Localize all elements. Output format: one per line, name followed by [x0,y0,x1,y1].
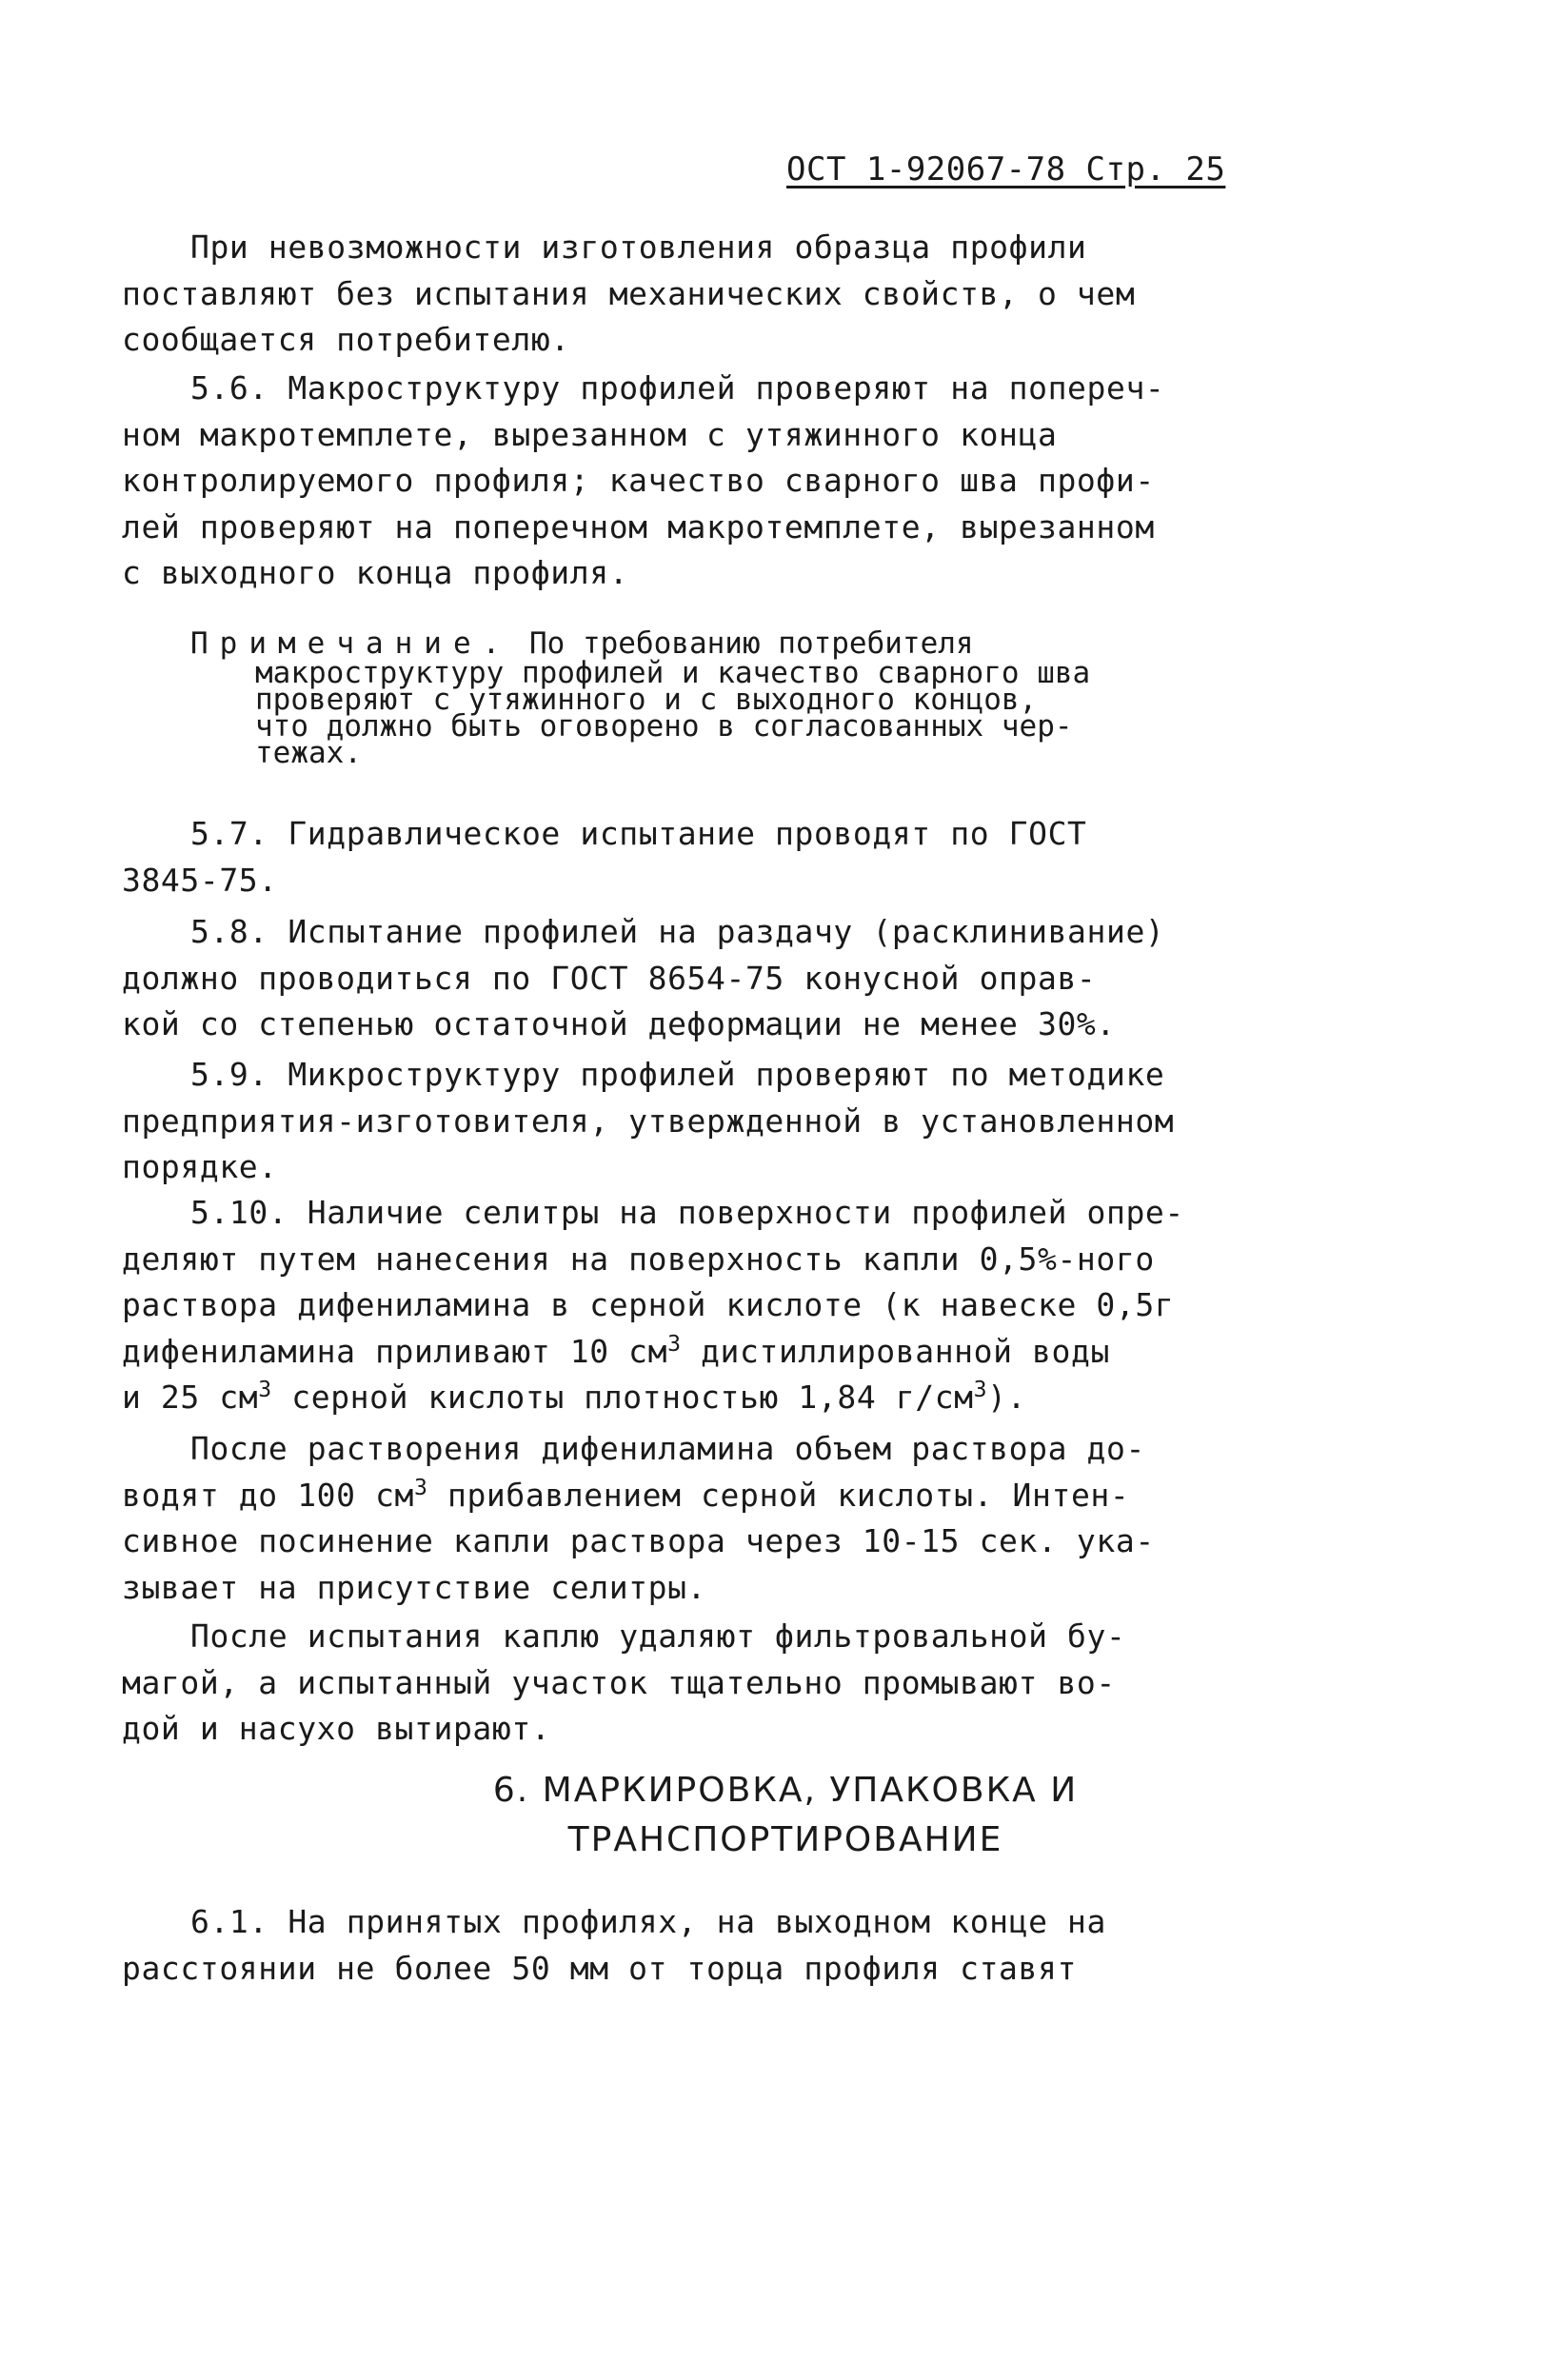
superscript: 3 [258,1378,272,1402]
note-body [255,656,1379,770]
paragraph-5-10 [122,1190,1360,1421]
text-line: сивное посинение капли раствора через 10-15 сек. ука- [122,1522,1155,1559]
superscript: 3 [414,1475,428,1500]
text-line [122,1329,1360,1376]
text-line [122,1473,1360,1519]
paragraph-after-test [122,1614,1360,1753]
text-line: ном макротемплете, вырезанном с утяжинного конца [122,415,1058,453]
section-heading-line-2: ТРАНСПОРТИРОВАНИЕ [567,1820,1003,1859]
paragraph-5-9 [122,1052,1360,1191]
text-fragment: дистиллированной воды [681,1332,1110,1370]
superscript: 3 [667,1331,682,1357]
text-line: предприятия-изготовителя, утвержденной в установленном [122,1101,1175,1140]
text-fragment: серной кислоты плотностью 1,84 г/см [271,1379,974,1416]
text-line [122,1375,1360,1421]
note-line: что должно быть оговорено в согласованных чер- [255,709,1073,744]
note-first-line [190,626,1371,661]
text-fragment: дифениламина приливают 10 см [122,1332,668,1370]
text-line: 5.6. Макроструктуру профилей проверяют на попереч- [190,369,1165,407]
text-line: поставляют без испытания механических свойств, о чем [122,274,1136,312]
text-line: 6.1. На принятых профилях, на выходном конце на [190,1903,1106,1940]
page-header: ОСТ 1-92067-78 Стр. 25 [786,150,1226,188]
text-line: При невозможности изготовления образца профили [190,228,1087,266]
text-fragment: ). [987,1379,1027,1416]
text-line: зывает на присутствие селитры. [122,1568,707,1606]
text-line: раствора дифениламина в серной кислоте (к навеске 0,5г [122,1286,1175,1323]
section-heading [286,1766,1285,1865]
paragraph-5-6 [122,366,1360,597]
text-line: должно проводиться по ГОСТ 8654-75 конусной оправ- [122,959,1097,997]
note-line: макроструктуру профилей и качество сварного шва [255,656,1091,690]
section-heading-line-1: 6. МАРКИРОВКА, УПАКОВКА И [492,1771,1079,1810]
text-line: 5.8. Испытание профилей на раздачу (расклинивание) [190,913,1165,950]
text-line: порядке. [122,1148,278,1185]
text-line: магой, а испытанный участок тщательно промывают во- [122,1663,1116,1701]
text-line: После испытания каплю удаляют фильтровальной бу- [190,1617,1126,1655]
paragraph-5-8 [122,909,1360,1048]
paragraph-5-7 [122,811,1360,903]
text-line: дой и насухо вытирают. [122,1710,551,1747]
text-line: кой со степенью остаточной деформации не менее 30%. [122,1005,1116,1042]
note-block [190,626,1371,661]
paragraph-dissolution [122,1426,1360,1611]
note-line: проверяют с утяжинного и с выходного концов, [255,683,1038,717]
text-fragment: водят до 100 см [122,1476,415,1514]
note-line: тежах. [255,736,362,770]
text-line: После растворения дифениламина объем раствора до- [190,1430,1145,1467]
text-line: 5.10. Наличие селитры на поверхности профилей опре- [190,1194,1184,1231]
note-label: Примечание. [190,626,512,661]
text-line: 5.9. Микроструктуру профилей проверяют по методике [190,1056,1165,1093]
text-line: расстоянии не более 50 мм от торца профиля ставят [122,1949,1077,1987]
text-line: 5.7. Гидравлическое испытание проводят по ГОСТ [190,815,1087,852]
text-line: контролируемого профиля; качество сварного шва профи- [122,462,1155,499]
text-line: 3845-75. [122,861,278,899]
text-fragment: прибавлением серной кислоты. Интен- [427,1476,1130,1514]
paragraph-6-1 [122,1899,1360,1992]
text-line: сообщается потребителю. [122,321,570,358]
note-first-text: По требованию потребителя [528,626,974,661]
paragraph-continuation [122,225,1360,364]
text-line: деляют путем нанесения на поверхность капли 0,5%-ного [122,1240,1155,1278]
text-fragment: и 25 см [122,1379,259,1416]
text-line: лей проверяют на поперечном макротемплете, вырезанном [122,507,1155,546]
text-line: с выходного конца профиля. [122,554,629,591]
superscript: 3 [973,1378,988,1402]
